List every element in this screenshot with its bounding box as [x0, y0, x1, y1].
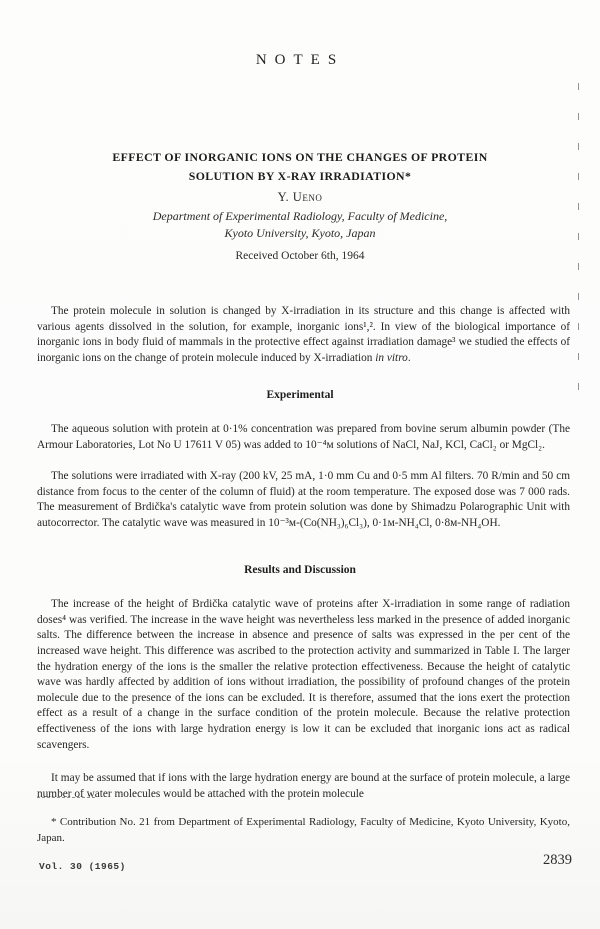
results-heading: Results and Discussion	[244, 564, 356, 576]
experimental-heading: Experimental	[266, 389, 334, 401]
received-date: Received October 6th, 1964	[235, 250, 365, 262]
footnote-separator	[37, 797, 95, 798]
article-title-line1: EFFECT OF INORGANIC IONS ON THE CHANGES OF PROTEIN	[112, 150, 488, 164]
results-paragraph-2: It may be assumed that if ions with the large hydration energy are bound at the surface of protein molecule, a large number of water molecules would be attached with the protein molecule	[37, 772, 570, 800]
experimental-paragraph-2: The solutions were irradiated with X-ray (200 kV, 25 mA, 1·0 mm Cu and 0·5 mm Al filters. 70 R/min and 50 cm distance from focus to the center of the column of fluid) at the room temperature. The exposed dose was 7 000 rads. The measurement of Brdička's catalytic wave from protein solution was done by Shimadzu Polarographic Unit with autocorrector. The catalytic wave was measured in 10⁻³ᴍ-(Co(NH₃)₆Cl₃), 0·1ᴍ-NH₄Cl, 0·8ᴍ-NH₄OH.	[37, 470, 570, 530]
intro-paragraph-text: The protein molecule in solution is changed by X-irradiation in its structure and this change is affected with various agents dissolved in the solution, for example, inorganic ions¹,². In view of the biological importance of inorganic ions in body fluid of mammals in the protective effect against irradiation damage³ we studied the effects of inorganic ions on the change of protein molecule induced by X-irradiation	[37, 305, 570, 365]
journal-section-header: NOTES	[255, 52, 345, 68]
volume-label: Vol. 30 (1965)	[39, 861, 126, 872]
intro-paragraph	[37, 304, 570, 366]
article-title	[0, 148, 600, 186]
article-title-line2: SOLUTION BY X-RAY IRRADIATION*	[188, 169, 412, 183]
affiliation-line1: Department of Experimental Radiology, Faculty of Medicine,	[152, 209, 448, 223]
contribution-footnote: * Contribution No. 21 from Department of Experimental Radiology, Faculty of Medicine, Kyoto University, Kyoto, Japan.	[37, 816, 570, 844]
page-number: 2839	[543, 852, 572, 868]
affiliation-line2: Kyoto University, Kyoto, Japan	[224, 226, 376, 240]
results-paragraph-1: The increase of the height of Brdička catalytic wave of proteins after X-irradiation in some range of radiation doses⁴ was verified. The increase in the wave height was nevertheless less marked in the presence of added inorganic salts. The difference between the increase in absence and presence of salts was expressed in the per cent of the increased wave height. This difference was ascribed to the protection activity and summarized in Table I. The larger the hydration energy of the ions is the smaller the relative protection effectiveness. Because the height of catalytic wave was hardly affected by addition of ions without irradiation, the possibility of profound changes of the protein molecule due to the presence of the ions can be excluded. It is therefore, assumed that the ions exert the protection effect as a result of a change in the surface condition of the protein molecule. Because the relative protection effectiveness of the ions with large hydration energy is low it can be excluded that inorganic ions act as radical scavengers.	[37, 598, 570, 751]
experimental-paragraph-1: The aqueous solution with protein at 0·1% concentration was prepared from bovine serum albumin powder (The Armour Laboratories, Lot No U 17611 V 05) was added to 10⁻⁴ᴍ solutions of NaCl, NaJ, KCl, CaCl₂ or MgCl₂.	[37, 423, 570, 451]
author-affiliation	[0, 208, 600, 242]
scan-artifact-line	[578, 83, 579, 405]
author-name: Y. Ueno	[277, 190, 323, 204]
intro-paragraph-end: .	[407, 352, 411, 365]
intro-paragraph-italic: in vitro	[375, 352, 408, 365]
